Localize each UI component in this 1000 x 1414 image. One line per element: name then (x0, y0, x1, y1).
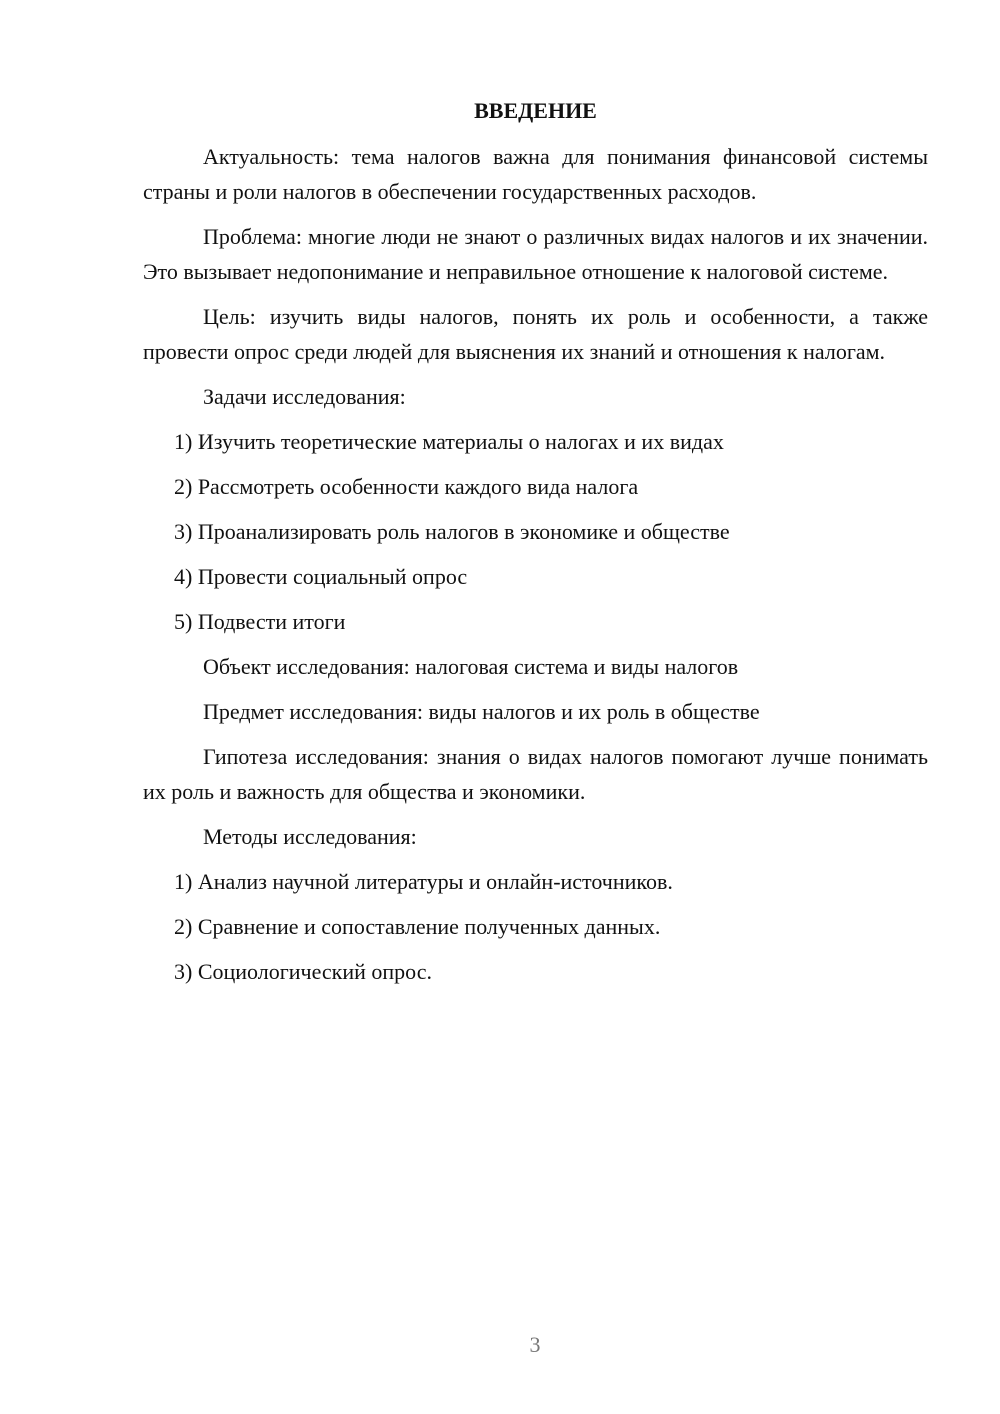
section-heading: ВВЕДЕНИЕ (474, 98, 597, 123)
list-item: 1) Анализ научной литературы и онлайн-источников. (174, 869, 673, 894)
object-paragraph: Объект исследования: налоговая система и виды налогов (203, 654, 739, 679)
tasks-list (143, 424, 928, 639)
methods-list (143, 864, 928, 989)
tasks-title: Задачи исследования: (203, 384, 406, 409)
hypothesis-paragraph: Гипотеза исследования: знания о видах налогов помогают лучше понимать их роль и важность для общества и экономики. (143, 744, 928, 804)
page-number: 3 (529, 1332, 541, 1357)
list-item: 2) Сравнение и сопоставление полученных данных. (174, 914, 661, 939)
goal-paragraph: Цель: изучить виды налогов, понять их роль и особенности, а также провести опрос среди людей для выяснения их знаний и отношения к налогам. (143, 304, 928, 364)
list-item: 1) Изучить теоретические материалы о налогах и их видах (174, 429, 724, 454)
list-item: 2) Рассмотреть особенности каждого вида налога (174, 474, 639, 499)
list-item: 3) Проанализировать роль налогов в экономике и обществе (174, 519, 730, 544)
list-item: 4) Провести социальный опрос (174, 564, 468, 589)
relevance-paragraph: Актуальность: тема налогов важна для понимания финансовой системы страны и роли налогов в обеспечении государственных расходов. (143, 144, 928, 204)
page-content (143, 96, 928, 999)
methods-title: Методы исследования: (203, 824, 417, 849)
list-item: 5) Подвести итоги (174, 609, 346, 634)
list-item: 3) Социологический опрос. (174, 959, 432, 984)
subject-paragraph: Предмет исследования: виды налогов и их роль в обществе (203, 699, 760, 724)
problem-paragraph: Проблема: многие люди не знают о различных видах налогов и их значении. Это вызывает недопонимание и неправильное отношение к налоговой системе. (143, 224, 928, 284)
